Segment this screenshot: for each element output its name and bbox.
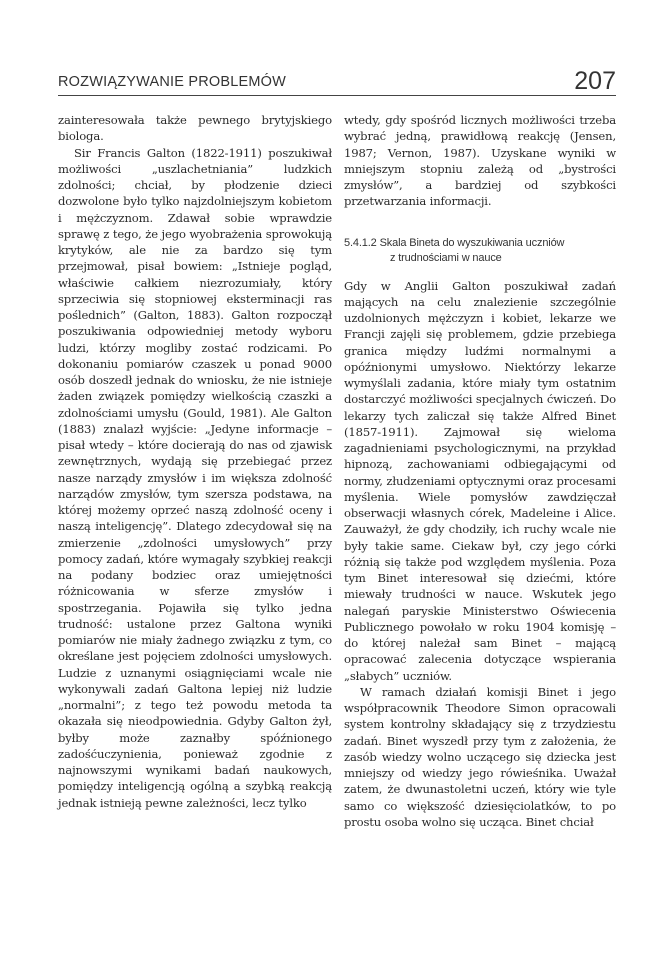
section-heading (344, 236, 616, 266)
section-number: 5.4.1.2 (344, 236, 377, 249)
page-number: 207 (574, 67, 616, 95)
paragraph-continued: zainteresowała także pewnego brytyjskiego biologa. (58, 113, 332, 144)
page-header (58, 60, 616, 96)
paragraph-binet-intro: Gdy w Anglii Galton poszukiwał zadań mających na celu znalezienie szczególnie uzdolnionych mężczyzn i kobiet, lekarze we Francji zajęli się problemem, gdzie przebiega granica między ludźmi normalnymi a opóźnionymi umysłowo. Niektórzy lekarze wymyślali zadania, które miały tym ostatnim dostarczyć możliwości specjalnych ćwiczeń. Do lekarzy tych zaliczał się także Alfred Binet (1857-1911). Zajmował się wieloma zagadnieniami psychologicznymi, na przykład hipnozą, zachowaniami odbiegającymi od normy, złudzeniami optycznymi oraz procesami myślenia. Wiele pomysłów zawdzięczał obserwacji własnych córek, Madeleine i Alice. Zauważył, że gdy chodziły, ich ruchy wcale nie były takie same. Ciekaw był, czy jego córki różnią się także pod względem myślenia. Poza tym Binet interesował się dziećmi, które miewały trudności w nauce. Wskutek jego nalegań paryskie Ministerstwo Oświecenia Publicznego powołało w roku 1904 komisję – do której należał sam Binet – mającą opracować zalecenia dotyczące wspierania „słabych” uczniów. (344, 278, 616, 683)
paragraph-binet-commission: W ramach działań komisji Binet i jego współpracownik Theodore Simon opracowali system kontrolny składający się z trzydziestu zadań. Binet wyszedł przy tym z założenia, że zasób wiedzy wolno uczącego się dziecka jest mniejszy od wiedzy jego rówieśnika. Uważał zatem, że dwunastoletni uczeń, który wie tyle samo co większość dziesięciolatków, to po prostu osoba wolno się ucząca. Binet chciał (344, 684, 616, 829)
left-column (58, 112, 332, 811)
right-column (344, 112, 616, 830)
section-title-line-2: z trudnościami w nauce (390, 251, 502, 264)
paragraph-galton: Sir Francis Galton (1822-1911) poszukiwał możliwości „uszlachetniania” ludzkich zdolności; chciał, by płodzenie dzieci dozwolone było tylko najzdolniejszym kobietom i mężczyznom. Zdawał sobie wprawdzie sprawę z tego, że jego wyobrażenia sprowokują krytyków, ale nie za bardzo się tym przejmował, pisał bowiem: „Istnieje pogląd, właściwie całkiem niezrozumiały, który sprzeciwia się stopniowej eksterminacji ras poślednich” (Galton, 1883). Galton rozpoczął poszukiwania odpowiedniej metody wyboru ludzi, którzy mogliby zostać rodzicami. Po dokonaniu pomiarów czaszek u ponad 9000 osób doszedł jednak do wniosku, że nie istnieje żaden związek pomiędzy wielkością czaszki a zdolnościami umysłu (Gould, 1981). Ale Galton (1883) znalazł wyjście: „Jedyne informacje – pisał wtedy – które docierają do nas od zjawisk zewnętrznych, wydają się przebiegać przez nasze narządy zmysłów i im większa zdolność narządów zmysłów, tym szersza podstawa, na której możemy oprzeć naszą zdolność oceny i naszą inteligencję”. Dlatego zdecydował się na zmierzenie „zdolności umysłowych” przy pomocy zadań, które wymagały szybkiej reakcji na podany bodziec oraz umiejętności różnicowania w sferze zmysłów i spostrzegania. Pojawiła się tylko jedna trudność: ustalone przez Galtona wyniki pomiarów nie miały żadnego związku z tym, co określane jest pojęciem zdolności umysłowych. Ludzie z uznanymi osiągnięciami wcale nie wykonywali zadań Galtona lepiej niż ludzie „normalni”; z tego też powodu metoda ta okazała się nieodpowiednia. Gdyby Galton żył, byłby może zaznałby spóźnionego zadośćuczynienia, ponieważ zgodnie z najnowszymi wynikami badań naukowych, pomiędzy inteligencją ogólną a szybką reakcją jednak istnieją pewne zależności, lecz tylko (58, 145, 332, 810)
paragraph-continued-right: wtedy, gdy spośród licznych możliwości trzeba wybrać jedną, prawidłową reakcję (Jensen, 1987; Vernon, 1987). Uzyskane wyniki w mniejszym stopniu zależą od „bystrości zmysłów”, a bardziej od szybkości przetwarzania informacji. (344, 113, 616, 209)
section-title-line-1: Skala Bineta do wyszukiwania uczniów (379, 236, 565, 249)
running-title: ROZWIĄZYWANIE PROBLEMÓW (58, 74, 287, 90)
header-rule (58, 95, 616, 96)
